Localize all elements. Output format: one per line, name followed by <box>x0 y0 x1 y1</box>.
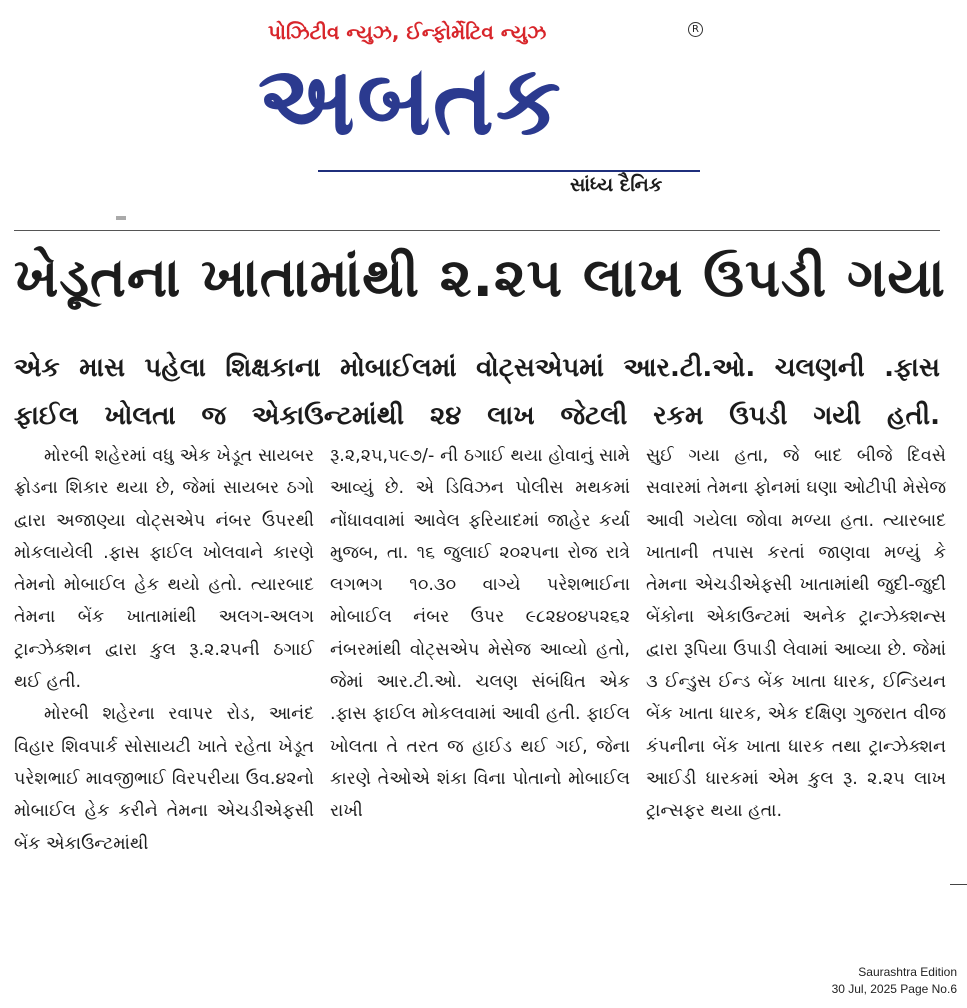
rule-marker <box>116 216 126 220</box>
article-subheadline <box>14 344 940 440</box>
edition-label: Saurashtra Edition <box>858 965 957 979</box>
registered-trademark-icon: R <box>688 22 703 37</box>
article-column-1 <box>14 440 314 860</box>
masthead-subtitle: સાંધ્ય દૈનિક <box>570 174 663 196</box>
article-column-2 <box>330 440 630 828</box>
article-column-3 <box>646 440 946 828</box>
subheadline-line: એક માસ પહેલા શિક્ષકાના મોબાઈલમાં વોટ્સએપમાં આર.ટી.ઓ. ચલણની .ફાસ <box>14 353 940 383</box>
article-paragraph: મોરબી શહેરના રવાપર રોડ, આનંદ વિહાર શિવપાર્ક સોસાયટી ખાતે રહેતા ખેડૂત પરેશભાઈ માવજીભાઈ વિરપરીયા ઉવ.૪૨નો મોબાઈલ હેક કરીને તેમના એચડીએફસી બેંક એકાઉન્ટમાંથી <box>14 704 314 854</box>
page-footer <box>832 964 957 998</box>
masthead-tagline: પોઝિટીવ ન્યુઝ, ઈન્ફોર્મેટિવ ન્યુઝ <box>268 20 547 44</box>
article-paragraph: રૂ.૨,૨૫,૫૯૭/- ની ઠગાઈ થયા હોવાનું સામે આવ્યું છે. એ ડિવિઝન પોલીસ મથકમાં નોંધાવવામાં આવેલ ફરિયાદમાં જાહેર કર્યા મુજબ, તા. ૧૬ જુલાઈ ૨૦૨૫ના રોજ રાત્રે લગભગ ૧૦.૩૦ વાગ્યે પરેશભાઈના મોબાઈલ નંબર ઉપર ૯૮૨૪૦૪૫૨૬૨ નંબરમાંથી વોટ્સએપ મેસેજ આવ્યો હતો, જેમાં આર.ટી.ઓ. ચલણ સંબંધિત એક .ફાસ ફાઈલ મોકલવામાં આવી હતી. ફાઈલ ખોલતા તે તરત જ હાઈડ થઈ ગઈ, જેના કારણે તેઓએ શંકા વિના પોતાનો મોબાઈલ રાખી <box>330 446 630 822</box>
masthead <box>258 12 708 208</box>
date-page-label: 30 Jul, 2025 Page No.6 <box>831 982 957 996</box>
subheadline-line: ફાઈલ ખોલતા જ એકાઉન્ટમાંથી ૨૪ લાખ જેટલી રકમ ઉપડી ગયી હતી. <box>14 401 940 431</box>
margin-marker <box>950 884 967 885</box>
article-paragraph: મોરબી શહેરમાં વધુ એક ખેડૂત સાયબર ફ્રોડના શિકાર થયા છે, જેમાં સાયબર ઠગો દ્વારા અજાણ્યા વોટ્સએપ નંબર ઉપરથી મોકલાયેલી .ફાસ ફાઈલ ખોલવાને કારણે તેમનો મોબાઈલ હેક થયો હતો. ત્યારબાદ તેમના બેંક ખાતામાંથી અલગ-અલગ ટ્રાન્ઝેક્શન દ્વારા કુલ રૂ.૨.૨૫ની ઠગાઈ થઈ હતી. <box>14 446 314 693</box>
article-paragraph: સુઈ ગયા હતા, જે બાદ બીજે દિવસે સવારમાં તેમના ફોનમાં ઘણા ઓટીપી મેસેજ આવી ગયેલા જોવા મળ્યા હતા. ત્યારબાદ ખાતાની તપાસ કરતાં જાણવા મળ્યું કે તેમના એચડીએફસી ખાતામાંથી જુદી-જુદી બેંકોના એકાઉન્ટમાં અનેક ટ્રાન્ઝેક્શન્સ દ્વારા રૂપિયા ઉપાડી લેવામાં આવ્યા છે. જેમાં ૩ ઈન્ડુસ ઈન્ડ બેંક ખાતા ધારક, ઈન્ડિયન બેંક ખાતા ધારક, એક દક્ષિણ ગુજરાત વીજ કંપનીના બેંક ખાતા ધારક તથા ટ્રાન્ઝેક્શન આઈડી ધારકમાં એમ કુલ રૂ. ૨.૨૫ લાખ ટ્રાન્સફર થયા હતા. <box>646 446 946 822</box>
top-divider <box>14 230 940 231</box>
article-headline: ખેડૂતના ખાતામાંથી ૨.૨૫ લાખ ઉપડી ગયા <box>14 246 946 309</box>
logo-underline <box>318 170 700 172</box>
newspaper-logo: અબતક <box>258 44 563 157</box>
